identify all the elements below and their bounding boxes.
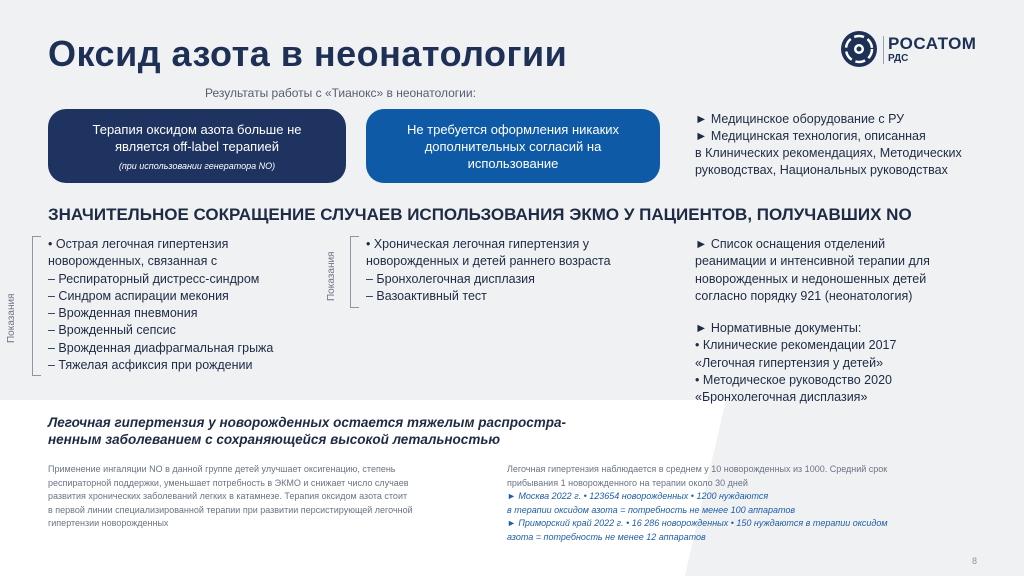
acute-indications-list (48, 236, 273, 374)
list-item: – Бронхолегочная дисплазия (366, 271, 535, 286)
stats-line: азота = потребность не менее 12 аппаратов (507, 531, 706, 542)
stats-line: прибывания 1 новорожденного на терапии около 30 дней (507, 477, 748, 488)
off-label-box (48, 109, 346, 183)
rosatom-atom-icon (840, 30, 878, 68)
bottom-heading: Легочная гипертензия у новорожденных остается тяжелым распростра- ненным заболеванием с сохраняющейся высокой летальностью (48, 415, 566, 447)
list-item: – Тяжелая асфиксия при рождении (48, 358, 253, 373)
indications-label-2: Показания (326, 251, 337, 301)
equipment-notes: ► Медицинское оборудование с РУ ► Медицинская технология, описанная в Клинических рекомендациях, Методических руководствах, Национальных руководствах (695, 112, 962, 177)
stats-line: ► Приморский край 2022 г. • 16 286 новорожденных • 150 нуждаются в терапии оксидом (507, 518, 888, 528)
bottom-right-text (507, 463, 888, 544)
stats-line: Легочная гипертензия наблюдается в среднем у 10 новорожденных из 1000. Средний срок (507, 464, 888, 474)
rosatom-logo (840, 30, 990, 72)
list-item: новорожденных и детей раннего возраста (366, 254, 611, 269)
list-item: • Хроническая легочная гипертензия у (366, 237, 590, 251)
indications-label-1: Показания (6, 293, 17, 343)
chronic-indications-list (366, 236, 611, 305)
equipment-list-note: ► Список оснащения отделений реанимации и интенсивной терапии для новорожденных и недоношенных детей согласно порядку 921 (неонатология) (695, 237, 930, 303)
ecmo-heading: ЗНАЧИТЕЛЬНОЕ СОКРАЩЕНИЕ СЛУЧАЕВ ИСПОЛЬЗОВАНИЯ ЭКМО У ПАЦИЕНТОВ, ПОЛУЧАВШИХ NO (48, 205, 912, 224)
normative-documents: ► Нормативные документы: • Клинические рекомендации 2017 «Легочная гипертензия у детей» • Методическое руководство 2020 «Бронхолегочная дисплазия» (695, 321, 897, 405)
bottom-left-text: Применение ингаляции NO в данной группе детей улучшает оксигенацию, степень респираторной поддержки, уменьшает потребность в ЭКМО и снижает число случаев развития хронических заболеваний легких в катамнезе. Терапия оксидом азота стоит в первой линии специализированной терапии при развитии персистирующей легочной гипертензии новорожденных (48, 464, 413, 528)
logo-name: РОСАТОМ (888, 34, 977, 53)
consent-text: Не требуется оформления никаких дополнительных согласий на использование (406, 122, 620, 171)
list-item: – Синдром аспирации мекония (48, 288, 229, 303)
list-item: – Врожденная пневмония (48, 306, 198, 321)
stats-line: ► Москва 2022 г. • 123654 новорожденных • 1200 нуждаются (507, 491, 769, 501)
indications-bracket-2 (350, 236, 359, 308)
off-label-text: Терапия оксидом азота больше не является off-label терапией (92, 122, 302, 154)
slide-title: Оксид азота в неонатологии (48, 33, 568, 74)
indications-bracket-1 (32, 236, 41, 376)
list-item: новорожденных, связанная с (48, 254, 218, 269)
logo-separator (883, 36, 884, 64)
logo-subtitle: РДС (888, 53, 909, 64)
stats-line: в терапии оксидом азота = потребность не менее 100 аппаратов (507, 504, 796, 515)
list-item: – Врожденный сепсис (48, 323, 176, 338)
consent-box (366, 109, 660, 183)
off-label-note: (при использовании генератора NO) (118, 161, 276, 171)
list-item: – Врожденная диафрагмальная грыжа (48, 340, 274, 355)
page-number: 8 (972, 556, 978, 566)
list-item: – Респираторный дистресс-синдром (48, 271, 260, 286)
list-item: – Вазоактивный тест (366, 288, 487, 303)
list-item: • Острая легочная гипертензия (48, 237, 229, 251)
results-subtitle: Результаты работы с «Тианокс» в неонатологии: (205, 86, 476, 100)
